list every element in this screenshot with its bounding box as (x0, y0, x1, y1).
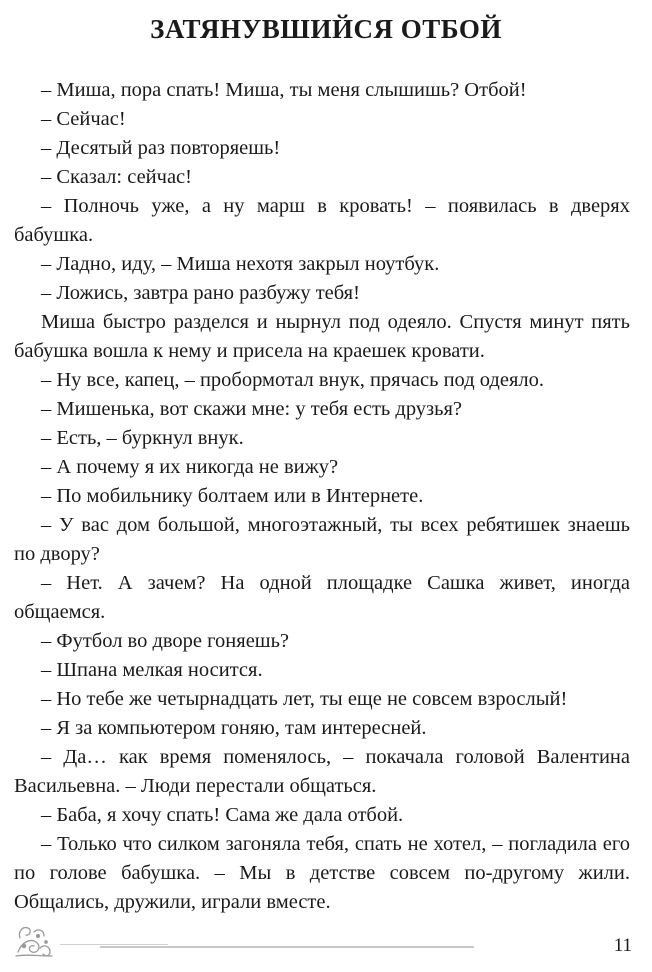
paragraph: – А почему я их никогда не вижу? (41, 456, 339, 478)
paragraph: – Ложись, завтра рано разбужу тебя! (41, 282, 360, 304)
paragraph: – Ну все, капец, – пробормотал внук, прячась под одеяло. (41, 369, 544, 391)
paragraph: – Сейчас! (41, 108, 126, 130)
footer-rule (100, 946, 474, 948)
paragraph: – Я за компьютером гоняю, там интересней. (41, 717, 427, 739)
paragraph: – Только что силком загоняла тебя, спать не хотел, – погладила его по голове бабушка. – Мы в детстве совсем по-другому жили. Общались, дружили, играли вместе. (14, 833, 630, 913)
paragraph: – Ладно, иду, – Миша нехотя закрыл ноутбук. (41, 253, 440, 275)
paragraph: – Баба, я хочу спать! Сама же дала отбой. (41, 804, 404, 826)
paragraph: – Но тебе же четырнадцать лет, ты еще не совсем взрослый! (41, 688, 568, 710)
paragraph: – Нет. А зачем? На одной площадке Сашка живет, иногда общаемся. (14, 572, 630, 623)
chapter-title: ЗАТЯНУВШИЙСЯ ОТБОЙ (150, 14, 502, 44)
paragraph: – Шпана мелкая носится. (41, 659, 263, 681)
paragraph: – Да… как время поменялось, – покачала головой Валентина Васильевна. – Люди перестали общаться. (14, 746, 630, 797)
paragraph: – Есть, – буркнул внук. (41, 427, 244, 449)
chapter-body (14, 76, 630, 917)
paragraph: – Мишенька, вот скажи мне: у тебя есть друзья? (41, 398, 463, 420)
paragraph: – Десятый раз повторяешь! (41, 137, 281, 159)
paragraph: Миша быстро разделся и нырнул под одеяло. Спустя минут пять бабушка вошла к нему и присела на краешек кровати. (14, 311, 630, 362)
page-number: 11 (613, 935, 632, 956)
paragraph: – По мобильнику болтаем или в Интернете. (41, 485, 424, 507)
paragraph: – Полночь уже, а ну марш в кровать! – появилась в дверях бабушка. (14, 195, 630, 246)
paragraph: – Сказал: сейчас! (41, 166, 192, 188)
paragraph: – У вас дом большой, многоэтажный, ты всех ребятишек знаешь по двору? (14, 514, 630, 565)
floral-ornament-icon (12, 918, 54, 960)
paragraph: – Футбол во дворе гоняешь? (41, 630, 290, 652)
footer-rule (60, 944, 168, 945)
paragraph: – Миша, пора спать! Миша, ты меня слышишь? Отбой! (41, 79, 527, 101)
